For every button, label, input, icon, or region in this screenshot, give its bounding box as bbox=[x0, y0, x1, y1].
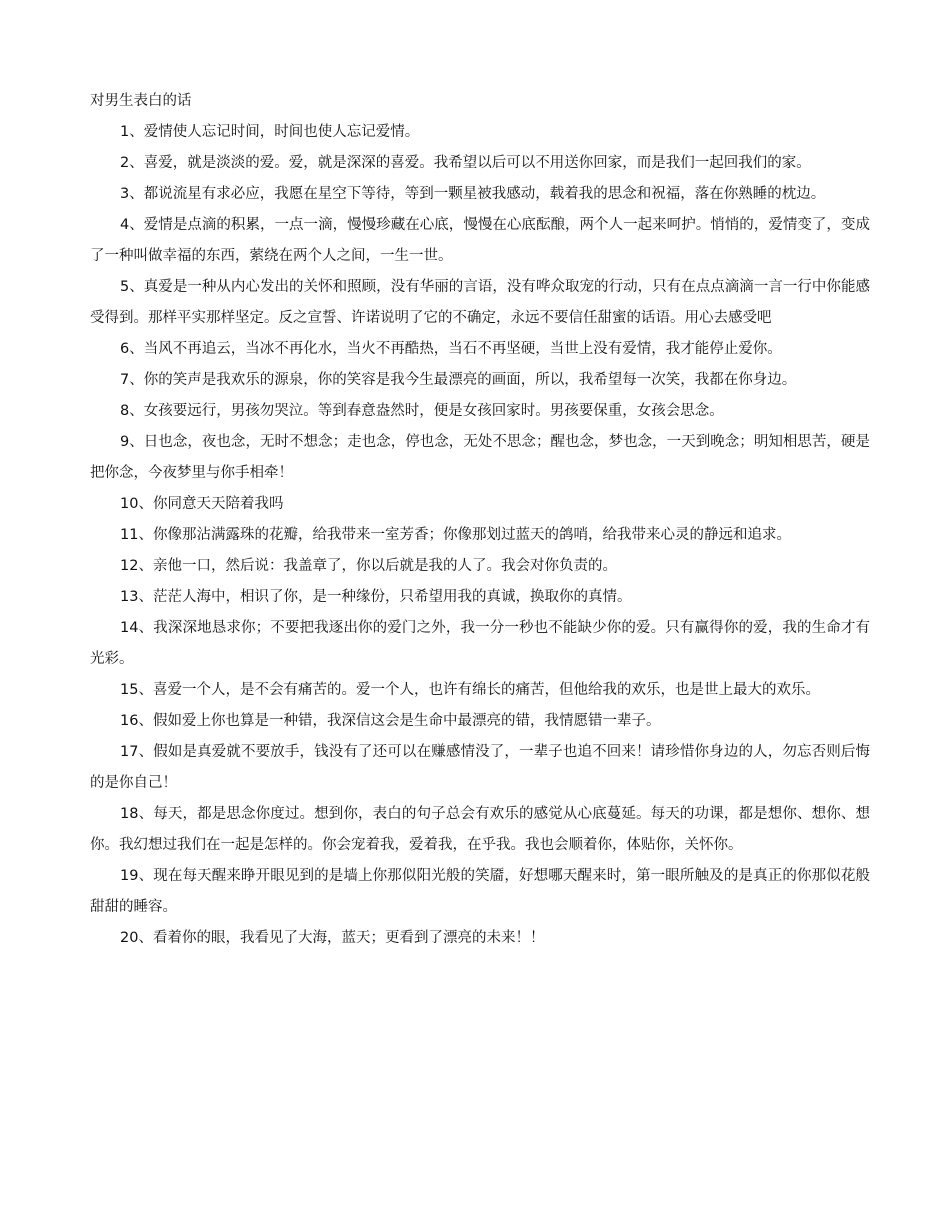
paragraph-8: 8、女孩要远行，男孩勿哭泣。等到春意盎然时，便是女孩回家时。男孩要保重，女孩会思念。 bbox=[120, 403, 724, 419]
paragraph-17: 17、假如是真爱就不要放手，钱没有了还可以在赚感情没了，一辈子也追不回来！请珍惜你身边的人，勿忘否则后悔的是你自己！ bbox=[90, 744, 870, 791]
paragraph-9: 9、日也念，夜也念，无时不想念；走也念，停也念，无处不思念；醒也念，梦也念，一天到晚念；明知相思苦，硬是把你念，今夜梦里与你手相牵！ bbox=[90, 434, 870, 481]
paragraph-2: 2、喜爱，就是淡淡的爱。爱，就是深深的喜爱。我希望以后可以不用送你回家，而是我们一起回我们的家。 bbox=[120, 155, 811, 171]
paragraph-5: 5、真爱是一种从内心发出的关怀和照顾，没有华丽的言语，没有哗众取宠的行动，只有在点点滴滴一言一行中你能感受得到。那样平实那样坚定。反之宣誓、许诺说明了它的不确定，永远不要信任甜蜜的话语。用心去感受吧 bbox=[90, 279, 870, 326]
paragraph-20: 20、看着你的眼，我看见了大海，蓝天；更看到了漂亮的未来！！ bbox=[120, 930, 545, 946]
paragraph-15: 15、喜爱一个人，是不会有痛苦的。爱一个人，也许有绵长的痛苦，但他给我的欢乐，也是世上最大的欢乐。 bbox=[120, 682, 820, 698]
document-page bbox=[90, 86, 870, 954]
paragraph-18: 18、每天，都是思念你度过。想到你，表白的句子总会有欢乐的感觉从心底蔓延。每天的功课，都是想你、想你、想你。我幻想过我们在一起是怎样的。你会宠着我，爱着我，在乎我。我也会顺着你，体贴你，关怀你。 bbox=[90, 806, 870, 853]
paragraph-6: 6、当风不再追云，当冰不再化水，当火不再酷热，当石不再坚硬，当世上没有爱情，我才能停止爱你。 bbox=[120, 341, 782, 357]
paragraph-10: 10、你同意天天陪着我吗 bbox=[120, 496, 284, 512]
paragraph-7: 7、你的笑声是我欢乐的源泉，你的笑容是我今生最漂亮的画面，所以，我希望每一次笑，我都在你身边。 bbox=[120, 372, 797, 388]
paragraph-14: 14、我深深地恳求你；不要把我逐出你的爱门之外，我一分一秒也不能缺少你的爱。只有赢得你的爱，我的生命才有光彩。 bbox=[90, 620, 870, 667]
paragraph-16: 16、假如爱上你也算是一种错，我深信这会是生命中最漂亮的错，我情愿错一辈子。 bbox=[120, 713, 661, 729]
paragraph-3: 3、都说流星有求必应，我愿在星空下等待，等到一颗星被我感动，载着我的思念和祝福，落在你熟睡的枕边。 bbox=[120, 186, 826, 202]
paragraph-13: 13、茫茫人海中，相识了你，是一种缘份，只希望用我的真诚，换取你的真情。 bbox=[120, 589, 632, 605]
paragraph-1: 1、爱情使人忘记时间，时间也使人忘记爱情。 bbox=[120, 124, 420, 140]
paragraph-11: 11、你像那沾满露珠的花瓣，给我带来一室芳香；你像那划过蓝天的鸽哨，给我带来心灵的静远和追求。 bbox=[120, 527, 791, 543]
paragraph-12: 12、亲他一口，然后说：我盖章了，你以后就是我的人了。我会对你负责的。 bbox=[120, 558, 617, 574]
document-title: 对男生表白的话 bbox=[90, 93, 192, 109]
paragraph-19: 19、现在每天醒来睁开眼见到的是墙上你那似阳光般的笑靥，好想哪天醒来时，第一眼所触及的是真正的你那似花般甜甜的睡容。 bbox=[90, 868, 870, 915]
paragraph-4: 4、爱情是点滴的积累，一点一滴，慢慢珍藏在心底，慢慢在心底酝酿，两个人一起来呵护。悄悄的，爱情变了，变成了一种叫做幸福的东西，萦绕在两个人之间，一生一世。 bbox=[90, 217, 870, 264]
